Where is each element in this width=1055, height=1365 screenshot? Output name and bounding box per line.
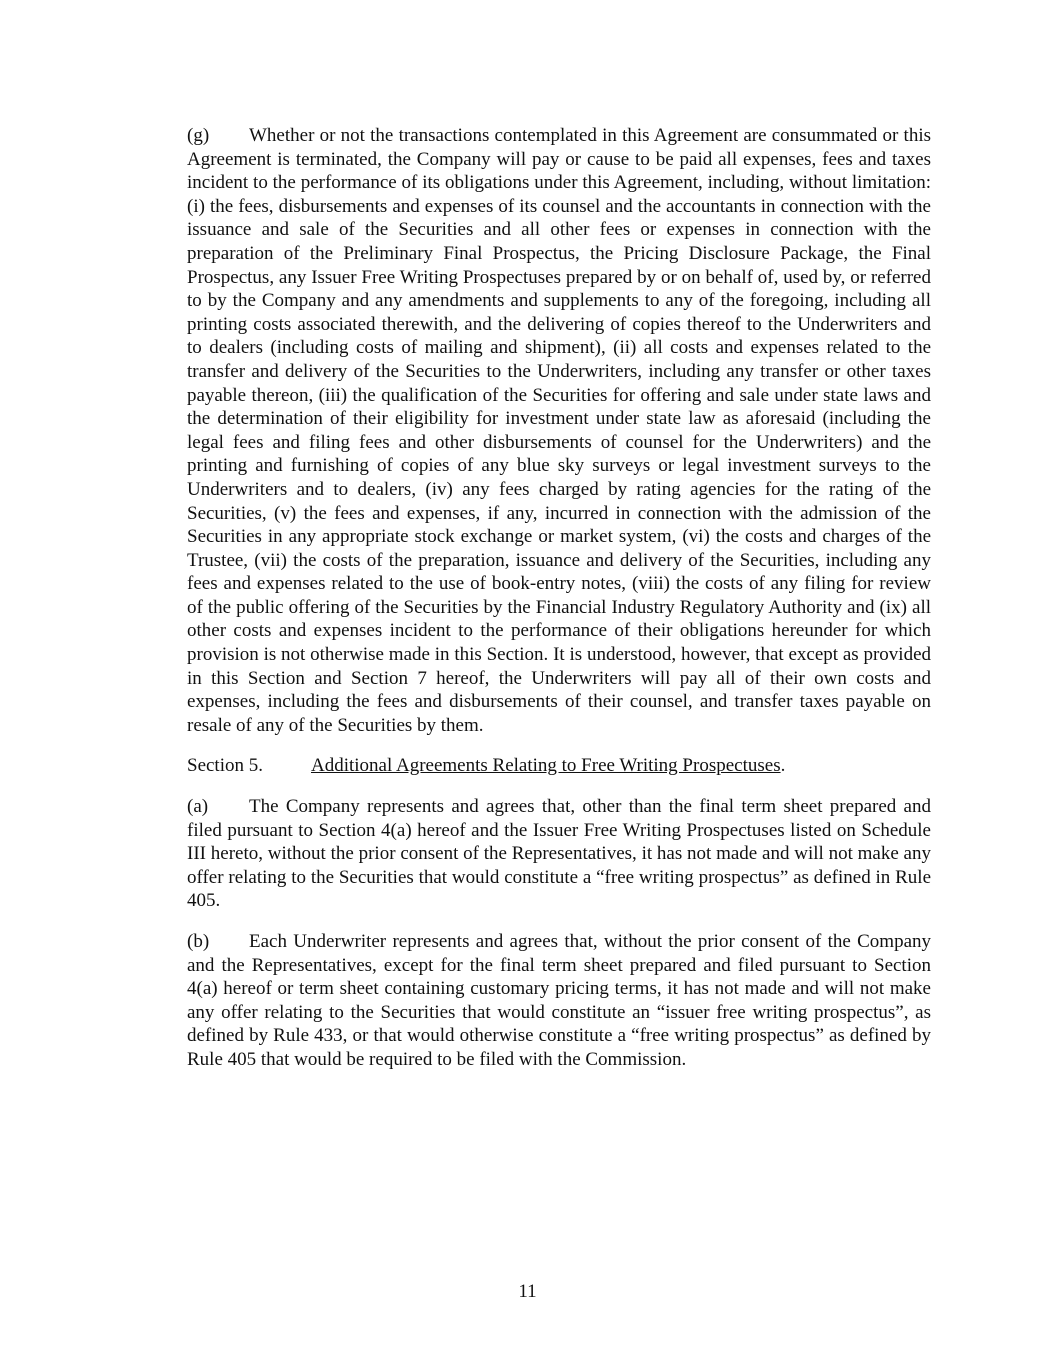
paragraph-a-label: (a) xyxy=(187,796,209,818)
paragraph-a xyxy=(187,795,931,913)
paragraph-g xyxy=(187,124,931,737)
paragraph-b xyxy=(187,930,931,1072)
paragraph-b-text: Each Underwriter represents and agrees that, without the prior consent of the Company and the Representatives, except for the final term sheet prepared and filed pursuant to Section 4(a) hereof or term sheet containing customary pricing terms, it has not made and will not make any offer relating to the Securities that would constitute an “issuer free writing prospectus”, as defined by Rule 433, or that would otherwise constitute a “free writing prospectus” as defined by Rule 405 that would be required to be filed with the Commission. xyxy=(187,931,931,1070)
section-5-label: Section 5. xyxy=(187,755,263,777)
paragraph-g-text: Whether or not the transactions contemplated in this Agreement are consummated or this Agreement is terminated, the Company will pay or cause to be paid all expenses, fees and taxes incident to the performance of its obligations under this Agreement, including, without limitation: (i) the fees, disbursements and expenses of its counsel and the accountants in connection with the issuance and sale of the Securities and all other fees or expenses in connection with the preparation of the Preliminary Final Prospectus, the Pricing Disclosure Package, the Final Prospectus, any Issuer Free Writing Prospectuses prepared by or on behalf of, used by, or referred to by the Company and any amendments and supplements to any of the foregoing, including all printing costs associated therewith, and the delivering of copies thereof to the Underwriters and to dealers (including costs of mailing and shipment), (ii) all costs and expenses related to the transfer and delivery of the Securities to the Underwriters, including any transfer or other taxes payable thereon, (iii) the qualification of the Securities for offering and sale under state laws and the determination of their eligibility for investment under state law as aforesaid (including the legal fees and filing fees and other disbursements of counsel for the Underwriters) and the printing and furnishing of copies of any blue sky surveys or legal investment surveys to the Underwriters and to dealers, (iv) any fees charged by rating agencies for the rating of the Securities, (v) the fees and expenses, if any, incurred in connection with the admission of the Securities in any appropriate stock exchange or market system, (vi) the costs and charges of the Trustee, (vii) the costs of the preparation, issuance and delivery of the Securities, including any fees and expenses related to the use of book-entry notes, (viii) the costs of any filing for review of the public offering of the Securities by the Financial Industry Regulatory Authority and (ix) all other costs and expenses incident to the performance of their obligations hereunder for which provision is not otherwise made in this Section. It is understood, however, that except as provided in this Section and Section 7 hereof, the Underwriters will pay all of their own costs and expenses, including the fees and disbursements of their counsel, and transfer taxes payable on resale of any of the Securities by them. xyxy=(187,125,931,736)
section-5-heading xyxy=(187,754,931,778)
document-body xyxy=(187,124,931,1089)
paragraph-b-label: (b) xyxy=(187,931,210,952)
section-5-trailing: . xyxy=(780,755,786,777)
page-number: 11 xyxy=(518,1281,537,1302)
section-5-title: Additional Agreements Relating to Free Writing Prospectuses xyxy=(311,755,781,777)
paragraph-g-label: (g) xyxy=(187,125,210,146)
paragraph-a-text: The Company represents and agrees that, other than the final term sheet prepared and filed pursuant to Section 4(a) hereof and the Issuer Free Writing Prospectuses listed on Schedule III hereto, without the prior consent of the Representatives, it has not made and will not make any offer relating to the Securities that would constitute a “free writing prospectus” as defined in Rule 405. xyxy=(187,796,931,912)
